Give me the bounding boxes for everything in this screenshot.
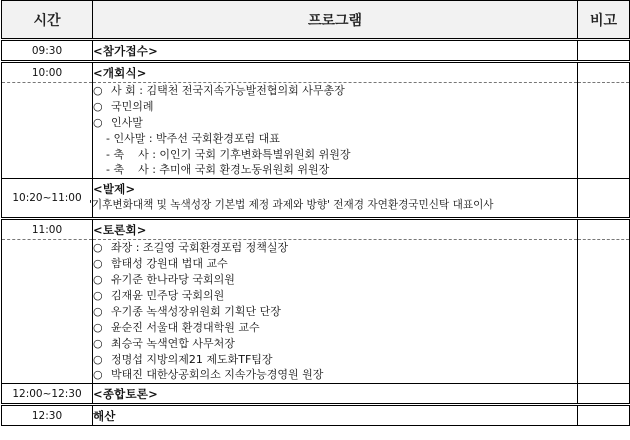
circle-bullet-icon: ○ [93,257,103,271]
discussion-detail [93,240,578,384]
closing-title: 해산 [93,405,578,426]
list-item: ○ 좌장 : 조길영 국회환경포럼 정책실장 [93,241,289,255]
list-item: ○ 윤순진 서울대 환경대학원 교수 [93,320,260,334]
circle-bullet-icon: ○ [93,352,103,366]
circle-bullet-icon: ○ [93,115,103,129]
sub-item: - 인사말 : 박주선 국회환경포럼 대표 [106,131,280,145]
opening-title: <개회식> [93,62,578,83]
discussion-row [2,219,630,240]
list-item: ○ 최승국 녹색연합 사무처장 [93,336,235,350]
opening-detail-row [2,83,630,179]
closing-row [2,405,630,426]
list-item: ○ 정명섭 지방의제21 제도화TF팀장 [93,352,273,366]
discussion-title: <토론회> [93,219,578,240]
note-header: 비고 [578,1,630,40]
circle-bullet-icon: ○ [93,273,103,287]
circle-bullet-icon: ○ [93,99,103,113]
closing-time: 12:30 [2,405,93,426]
opening-note [578,62,630,83]
program-header: 프로그램 [93,1,578,40]
list-item: ○ 국민의례 [93,99,154,113]
discussion-detail-row [2,240,630,384]
registration-title: <참가접수> [93,40,578,62]
circle-bullet-icon: ○ [93,289,103,303]
schedule-table [1,0,630,426]
general-discussion-row [2,384,630,405]
presentation-row [2,179,630,219]
list-item: ○ 사 회 : 김택천 전국지속가능발전협의회 사무총장 [93,84,345,97]
circle-bullet-icon: ○ [93,320,103,334]
list-item: ○ 김재윤 민주당 국회의원 [93,289,225,303]
discussion-time: 11:00 [2,219,93,240]
opening-row [2,62,630,83]
registration-note [578,40,630,62]
circle-bullet-icon: ○ [93,336,103,350]
presentation-cell [89,179,578,219]
time-header: 시간 [2,1,93,40]
sub-item: - 축 사 : 이인기 국회 기후변화특별위원회 위원장 [106,147,351,161]
sub-item: - 축 사 : 추미애 국회 환경노동위원회 위원장 [106,163,330,177]
header-row [2,1,630,40]
general-title: <종합토론> [93,384,578,405]
opening-detail [93,83,578,179]
presentation-title: <발제> [93,182,136,197]
list-item: ○ 박태진 대한상공회의소 지속가능경영원 원장 [93,368,324,382]
list-item: ○ 함태성 강원대 법대 교수 [93,257,228,271]
registration-time: 09:30 [2,40,93,62]
circle-bullet-icon: ○ [93,84,103,97]
presentation-text: '기후변화대책 및 녹색성장 기본법 제정 과제와 방향' 전재경 자연환경국민신탁 대표이사 [89,199,494,212]
general-time: 12:00~12:30 [2,384,93,405]
opening-time: 10:00 [2,62,93,83]
registration-row [2,40,630,62]
list-item: ○ 우기종 녹색성장위원회 기획단 단장 [93,304,281,318]
circle-bullet-icon: ○ [93,241,103,255]
circle-bullet-icon: ○ [93,368,103,382]
list-item: ○ 유기준 한나라당 국회의원 [93,273,235,287]
opening-detail-time [2,83,93,179]
presentation-time: 10:20~11:00 [2,179,93,219]
circle-bullet-icon: ○ [93,304,103,318]
list-item: ○ 인사말 [93,115,143,129]
